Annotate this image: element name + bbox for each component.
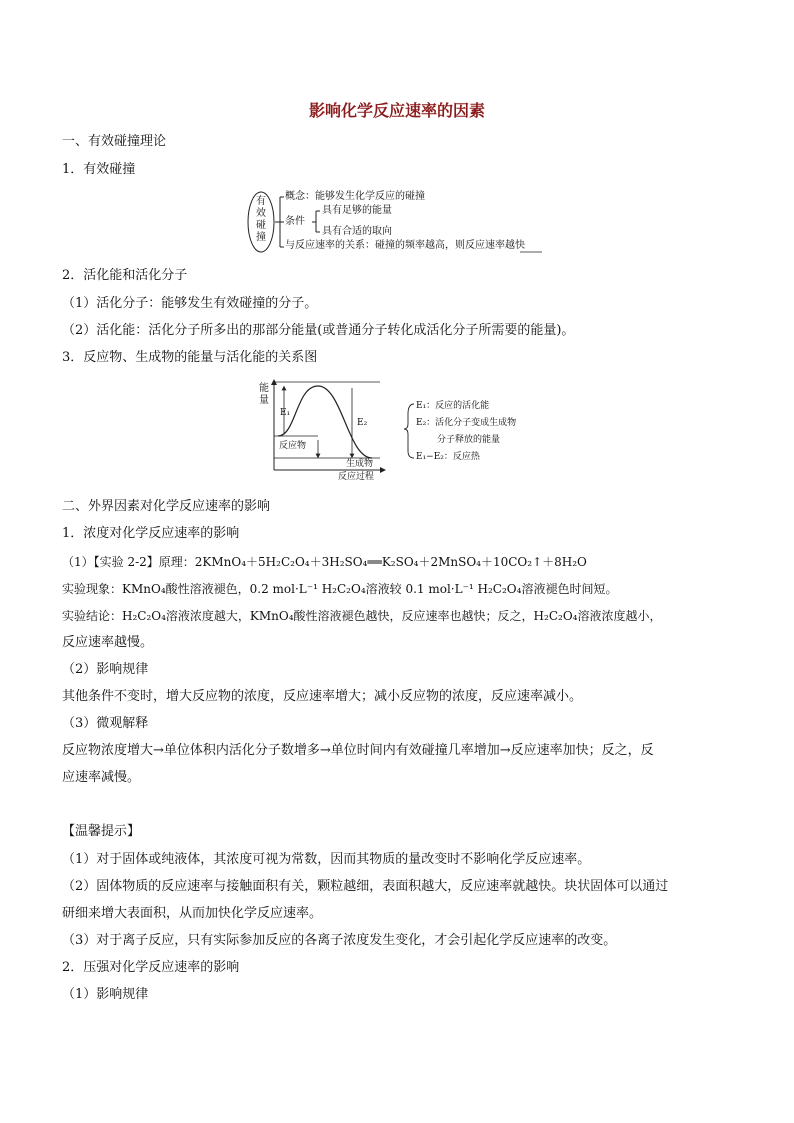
micro-explanation-heading: （3）微观解释 bbox=[62, 716, 149, 731]
micro-explanation-line-2: 应速率减慢。 bbox=[62, 770, 141, 785]
e1-label: E₁ bbox=[280, 408, 291, 418]
tip-2-line-2: 研细来增大表面积，从而加快化学反应速率。 bbox=[62, 906, 323, 921]
legend-reaction-heat: E₁−E₂：反应热 bbox=[416, 452, 480, 462]
experiment-conclusion-line-1: 实验结论：H₂C₂O₄溶液浓度越大，KMnO₄酸性溶液褪色越快，反应速率也越快；反之，H₂C₂O₄溶液浓度越小， bbox=[62, 609, 662, 623]
subsection-pressure: 2．压强对化学反应速率的影响 bbox=[62, 960, 240, 975]
legend-e2-line1: E₂：活化分子变成生成物 bbox=[416, 418, 517, 428]
collision-circle-label: 有效碰撞 bbox=[256, 196, 266, 243]
section-1-heading: 一、有效碰撞理论 bbox=[62, 134, 167, 149]
concentration-rule-heading: （2）影响规律 bbox=[62, 662, 149, 677]
tip-3: （3）对于离子反应，只有实际参加反应的各离子浓度发生变化，才会引起化学反应速率的改变。 bbox=[62, 933, 617, 948]
concentration-rule: 其他条件不变时，增大反应物的浓度，反应速率增大；减小反应物的浓度，反应速率减小。 bbox=[62, 689, 583, 704]
tip-2-line-1: （2）固体物质的反应速率与接触面积有关，颗粒越细，表面积越大，反应速率就越快。块状固体可以通过 bbox=[62, 879, 669, 894]
activated-molecule-definition: （1）活化分子：能够发生有效碰撞的分子。 bbox=[62, 296, 318, 311]
collision-relation: 与反应速率的关系：碰撞的频率越高，则反应速率越快 bbox=[285, 240, 525, 251]
tip-heading: 【温馨提示】 bbox=[62, 824, 141, 839]
reactant-label: 反应物 bbox=[279, 441, 307, 451]
collision-condition-1: 具有足够的能量 bbox=[322, 205, 392, 216]
page-title: 影响化学反应速率的因素 bbox=[308, 101, 485, 120]
subsection-concentration: 1．浓度对化学反应速率的影响 bbox=[62, 526, 240, 541]
experiment-phenomenon: 实验现象：KMnO₄酸性溶液褪色，0.2 mol·L⁻¹ H₂C₂O₄溶液较 0.1 mol·L⁻¹ H₂C₂O₄溶液褪色时间短。 bbox=[62, 582, 618, 596]
product-label: 生成物 bbox=[346, 459, 374, 469]
subsection-energy-diagram: 3．反应物、生成物的能量与活化能的关系图 bbox=[62, 350, 318, 365]
experiment-conclusion-line-2: 反应速率越慢。 bbox=[62, 635, 154, 650]
legend-e1: E₁：反应的活化能 bbox=[416, 401, 490, 411]
micro-explanation-line-1: 反应物浓度增大→单位体积内活化分子数增多→单位时间内有效碰撞几率增加→反应速率加快；反之，反 bbox=[62, 743, 654, 758]
collision-concept: 概念：能够发生化学反应的碰撞 bbox=[285, 191, 425, 202]
e2-label: E₂ bbox=[357, 418, 368, 428]
activation-energy-definition: （2）活化能：活化分子所多出的那部分能量(或普通分子转化成活化分子所需要的能量)。 bbox=[62, 323, 575, 338]
collision-conditions-label: 条件 bbox=[285, 216, 305, 227]
pressure-rule-heading: （1）影响规律 bbox=[62, 987, 149, 1002]
experiment-principle: （1）【实验 2-2】原理：2KMnO₄＋5H₂C₂O₄＋3H₂SO₄══K₂SO₄＋2MnSO₄＋10CO₂↑＋8H₂O bbox=[62, 555, 587, 569]
subsection-effective-collision: 1．有效碰撞 bbox=[62, 162, 136, 177]
collision-condition-2: 具有合适的取向 bbox=[322, 226, 392, 237]
energy-x-axis-label: 反应过程 bbox=[338, 472, 375, 482]
subsection-activation-energy: 2．活化能和活化分子 bbox=[62, 268, 188, 283]
legend-e2-line2: 分子释放的能量 bbox=[437, 435, 501, 445]
section-2-heading: 二、外界因素对化学反应速率的影响 bbox=[62, 499, 271, 514]
energy-y-axis-label: 能量 bbox=[259, 383, 269, 406]
tip-1: （1）对于固体或纯液体，其浓度可视为常数，因而其物质的量改变时不影响化学反应速率。 bbox=[62, 852, 591, 867]
